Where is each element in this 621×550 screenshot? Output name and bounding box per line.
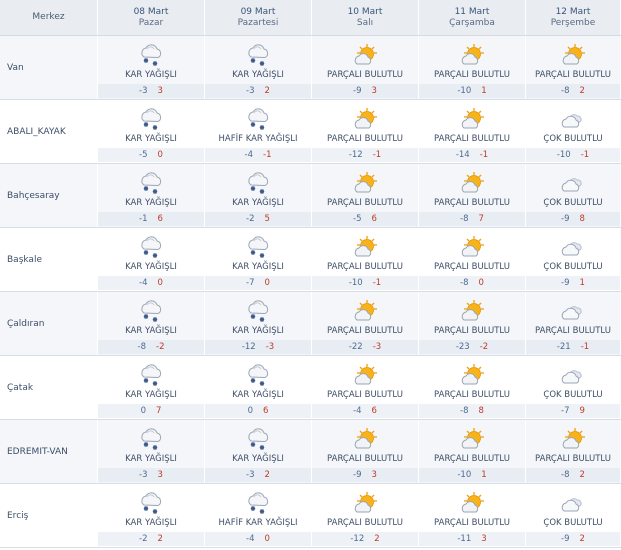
max-temp: 2 xyxy=(157,534,163,544)
max-temp: 9 xyxy=(579,406,585,416)
weather-description: HAFİF KAR YAĞIŞLI xyxy=(218,518,298,528)
table-row xyxy=(0,484,621,548)
max-temp: 7 xyxy=(156,406,162,416)
forecast-cell xyxy=(205,164,312,227)
weather-description: KAR YAĞIŞLI xyxy=(125,518,177,528)
partly-cloudy-icon xyxy=(351,170,379,196)
forecast-cell xyxy=(312,100,419,163)
forecast-cell xyxy=(526,36,621,99)
snow-cloud-icon xyxy=(137,234,165,260)
table-body xyxy=(0,36,621,548)
temperature-range xyxy=(205,340,311,354)
weather-description: PARÇALI BULUTLU xyxy=(327,198,403,208)
temperature-range xyxy=(205,468,311,482)
weather-description: KAR YAĞIŞLI xyxy=(125,262,177,272)
weather-description: ÇOK BULUTLU xyxy=(543,262,603,272)
min-temp: -12 xyxy=(241,342,256,352)
partly-cloudy-icon xyxy=(559,426,587,452)
temperature-range xyxy=(419,276,525,290)
min-temp: -4 xyxy=(244,150,253,160)
day-header xyxy=(98,0,205,35)
snow-cloud-icon xyxy=(137,106,165,132)
temperature-range xyxy=(205,276,311,290)
max-temp: 1 xyxy=(579,278,585,288)
temperature-range xyxy=(312,148,418,162)
max-temp: -2 xyxy=(156,342,165,352)
forecast-cell xyxy=(419,356,526,419)
weather-description: KAR YAĞIŞLI xyxy=(125,198,177,208)
forecast-cell xyxy=(205,292,312,355)
temperature-range xyxy=(526,340,620,354)
temperature-range xyxy=(312,468,418,482)
max-temp: 0 xyxy=(157,278,163,288)
city-name: Çaldıran xyxy=(7,318,45,329)
temperature-range xyxy=(312,404,418,418)
forecast-cell xyxy=(312,356,419,419)
forecast-cell xyxy=(205,420,312,483)
partly-cloudy-icon xyxy=(351,42,379,68)
max-temp: 8 xyxy=(579,214,585,224)
weather-description: PARÇALI BULUTLU xyxy=(535,326,611,336)
min-temp: -2 xyxy=(139,534,148,544)
snow-cloud-icon xyxy=(244,234,272,260)
forecast-cell xyxy=(526,356,621,419)
day-name: Salı xyxy=(356,17,374,28)
forecast-cell xyxy=(526,100,621,163)
weather-description: PARÇALI BULUTLU xyxy=(327,262,403,272)
snow-cloud-icon xyxy=(244,298,272,324)
city-name-cell xyxy=(0,356,98,419)
max-temp: 0 xyxy=(478,278,484,288)
min-temp: -12 xyxy=(348,150,363,160)
min-temp: -3 xyxy=(246,86,255,96)
day-date: 11 Mart xyxy=(454,6,490,17)
snow-cloud-icon xyxy=(244,426,272,452)
forecast-cell xyxy=(419,420,526,483)
forecast-cell xyxy=(419,164,526,227)
weather-description: ÇOK BULUTLU xyxy=(543,198,603,208)
min-temp: -9 xyxy=(353,470,362,480)
forecast-cell xyxy=(205,36,312,99)
table-row xyxy=(0,164,621,228)
table-row xyxy=(0,36,621,100)
max-temp: -1 xyxy=(479,150,489,160)
cloudy-icon xyxy=(559,362,587,388)
max-temp: 6 xyxy=(371,214,377,224)
max-temp: 2 xyxy=(579,86,585,96)
weather-description: PARÇALI BULUTLU xyxy=(327,454,403,464)
temperature-range xyxy=(419,532,525,546)
temperature-range xyxy=(98,468,204,482)
forecast-cell xyxy=(312,484,419,547)
day-name: Perşembe xyxy=(550,17,596,28)
min-temp: -9 xyxy=(353,86,362,96)
max-temp: 1 xyxy=(481,86,487,96)
city-name: Van xyxy=(7,62,24,73)
partly-cloudy-icon xyxy=(559,42,587,68)
merkez-label: Merkez xyxy=(32,12,65,22)
partly-cloudy-icon xyxy=(351,234,379,260)
max-temp: 3 xyxy=(157,86,163,96)
snow-cloud-icon xyxy=(244,42,272,68)
weather-description: PARÇALI BULUTLU xyxy=(434,454,510,464)
max-temp: 3 xyxy=(371,86,377,96)
forecast-cell xyxy=(312,164,419,227)
weather-description: ÇOK BULUTLU xyxy=(543,134,603,144)
max-temp: -3 xyxy=(372,342,382,352)
snow-cloud-icon xyxy=(137,426,165,452)
city-name: ABALI_KAYAK xyxy=(7,126,66,137)
min-temp: -21 xyxy=(556,342,571,352)
max-temp: -1 xyxy=(263,150,272,160)
forecast-cell xyxy=(526,164,621,227)
min-temp: -5 xyxy=(353,214,362,224)
min-temp: -2 xyxy=(246,214,255,224)
min-temp: -4 xyxy=(139,278,148,288)
max-temp: 6 xyxy=(157,214,163,224)
table-row xyxy=(0,356,621,420)
city-name: Başkale xyxy=(7,254,42,265)
temperature-range xyxy=(205,404,311,418)
temperature-range xyxy=(419,340,525,354)
temperature-range xyxy=(205,148,311,162)
snow-cloud-icon xyxy=(137,362,165,388)
forecast-cell xyxy=(419,292,526,355)
min-temp: -22 xyxy=(348,342,363,352)
weather-description: KAR YAĞIŞLI xyxy=(232,326,284,336)
snow-cloud-icon xyxy=(137,170,165,196)
forecast-cell xyxy=(98,420,205,483)
min-temp: -8 xyxy=(460,406,469,416)
temperature-range xyxy=(312,276,418,290)
snow-cloud-icon xyxy=(137,298,165,324)
city-name-cell xyxy=(0,36,98,99)
temperature-range xyxy=(419,148,525,162)
max-temp: 8 xyxy=(478,406,484,416)
temperature-range xyxy=(312,84,418,98)
min-temp: 0 xyxy=(247,406,253,416)
forecast-cell xyxy=(419,228,526,291)
day-header xyxy=(312,0,419,35)
max-temp: -2 xyxy=(479,342,489,352)
forecast-cell xyxy=(419,36,526,99)
partly-cloudy-icon xyxy=(458,42,486,68)
min-temp: -4 xyxy=(246,534,255,544)
weather-description: PARÇALI BULUTLU xyxy=(327,390,403,400)
temperature-range xyxy=(419,84,525,98)
forecast-cell xyxy=(312,420,419,483)
weather-description: KAR YAĞIŞLI xyxy=(125,134,177,144)
city-name-cell xyxy=(0,164,98,227)
max-temp: 2 xyxy=(374,534,380,544)
temperature-range xyxy=(312,212,418,226)
partly-cloudy-icon xyxy=(458,298,486,324)
weather-description: KAR YAĞIŞLI xyxy=(125,390,177,400)
max-temp: 2 xyxy=(579,534,585,544)
partly-cloudy-icon xyxy=(458,362,486,388)
temperature-range xyxy=(419,212,525,226)
table-row xyxy=(0,420,621,484)
forecast-cell xyxy=(98,484,205,547)
temperature-range xyxy=(98,276,204,290)
cloudy-icon xyxy=(559,234,587,260)
partly-cloudy-icon xyxy=(458,234,486,260)
day-name: Pazartesi xyxy=(237,17,279,28)
forecast-cell xyxy=(312,228,419,291)
min-temp: -3 xyxy=(246,470,255,480)
weather-description: PARÇALI BULUTLU xyxy=(327,518,403,528)
temperature-range xyxy=(419,404,525,418)
min-temp: -3 xyxy=(139,470,148,480)
min-temp: -23 xyxy=(455,342,470,352)
weather-description: PARÇALI BULUTLU xyxy=(434,390,510,400)
city-name-cell xyxy=(0,484,98,547)
partly-cloudy-icon xyxy=(351,362,379,388)
weather-description: PARÇALI BULUTLU xyxy=(535,454,611,464)
max-temp: 0 xyxy=(264,534,270,544)
forecast-cell xyxy=(98,292,205,355)
min-temp: -10 xyxy=(348,278,363,288)
forecast-cell xyxy=(526,420,621,483)
city-name: Erciş xyxy=(7,510,29,521)
weather-description: PARÇALI BULUTLU xyxy=(434,262,510,272)
max-temp: 2 xyxy=(264,470,270,480)
weather-description: KAR YAĞIŞLI xyxy=(232,70,284,80)
city-name: Bahçesaray xyxy=(7,190,60,201)
temperature-range xyxy=(98,404,204,418)
day-date: 08 Mart xyxy=(133,6,169,17)
forecast-cell xyxy=(205,228,312,291)
temperature-range xyxy=(526,212,620,226)
max-temp: -3 xyxy=(265,342,275,352)
forecast-cell xyxy=(526,484,621,547)
max-temp: 2 xyxy=(579,470,585,480)
temperature-range xyxy=(98,532,204,546)
cloudy-icon xyxy=(559,298,587,324)
partly-cloudy-icon xyxy=(351,426,379,452)
min-temp: -1 xyxy=(139,214,148,224)
partly-cloudy-icon xyxy=(458,106,486,132)
max-temp: 6 xyxy=(371,406,377,416)
forecast-cell xyxy=(526,292,621,355)
forecast-cell xyxy=(419,100,526,163)
min-temp: -10 xyxy=(457,470,472,480)
cloudy-icon xyxy=(559,106,587,132)
max-temp: 1 xyxy=(481,470,487,480)
forecast-cell xyxy=(98,36,205,99)
temperature-range xyxy=(98,148,204,162)
temperature-range xyxy=(312,340,418,354)
weather-description: KAR YAĞIŞLI xyxy=(125,326,177,336)
max-temp: 3 xyxy=(157,470,163,480)
snow-cloud-icon xyxy=(137,490,165,516)
min-temp: -8 xyxy=(460,278,469,288)
day-header xyxy=(419,0,526,35)
temperature-range xyxy=(205,212,311,226)
weather-description: PARÇALI BULUTLU xyxy=(535,70,611,80)
min-temp: -9 xyxy=(561,534,570,544)
weather-description: PARÇALI BULUTLU xyxy=(434,198,510,208)
min-temp: -7 xyxy=(246,278,255,288)
max-temp: 2 xyxy=(264,86,270,96)
min-temp: -12 xyxy=(350,534,365,544)
max-temp: -1 xyxy=(372,278,382,288)
partly-cloudy-icon xyxy=(351,298,379,324)
partly-cloudy-icon xyxy=(351,490,379,516)
weather-description: PARÇALI BULUTLU xyxy=(434,70,510,80)
forecast-cell xyxy=(526,228,621,291)
forecast-cell xyxy=(98,228,205,291)
temperature-range xyxy=(205,532,311,546)
day-header xyxy=(526,0,621,35)
min-temp: -10 xyxy=(457,86,472,96)
min-temp: -5 xyxy=(139,150,148,160)
weather-description: PARÇALI BULUTLU xyxy=(434,326,510,336)
cloudy-icon xyxy=(559,170,587,196)
max-temp: 5 xyxy=(264,214,270,224)
day-date: 09 Mart xyxy=(240,6,276,17)
day-name: Pazar xyxy=(138,17,164,28)
weather-description: PARÇALI BULUTLU xyxy=(434,518,510,528)
max-temp: -1 xyxy=(580,150,590,160)
snow-cloud-icon xyxy=(244,170,272,196)
day-date: 10 Mart xyxy=(347,6,383,17)
weather-description: KAR YAĞIŞLI xyxy=(125,70,177,80)
day-name: Çarşamba xyxy=(449,17,495,28)
min-temp: -8 xyxy=(561,86,570,96)
city-name: EDREMIT-VAN xyxy=(7,446,68,457)
weather-description: PARÇALI BULUTLU xyxy=(434,134,510,144)
temperature-range xyxy=(419,468,525,482)
city-name-cell xyxy=(0,420,98,483)
temperature-range xyxy=(526,468,620,482)
snow-cloud-icon xyxy=(137,42,165,68)
forecast-cell xyxy=(205,356,312,419)
max-temp: 3 xyxy=(371,470,377,480)
table-row xyxy=(0,228,621,292)
snow-cloud-icon xyxy=(244,362,272,388)
max-temp: -1 xyxy=(580,342,590,352)
cloudy-icon xyxy=(559,490,587,516)
temperature-range xyxy=(526,84,620,98)
weather-description: KAR YAĞIŞLI xyxy=(125,454,177,464)
min-temp: -9 xyxy=(561,214,570,224)
min-temp: -8 xyxy=(137,342,146,352)
weather-description: ÇOK BULUTLU xyxy=(543,518,603,528)
max-temp: 7 xyxy=(478,214,484,224)
partly-cloudy-icon xyxy=(458,170,486,196)
min-temp: -8 xyxy=(561,470,570,480)
weather-description: KAR YAĞIŞLI xyxy=(232,390,284,400)
min-temp: -14 xyxy=(455,150,470,160)
merkez-header xyxy=(0,0,98,35)
temperature-range xyxy=(98,84,204,98)
weather-description: ÇOK BULUTLU xyxy=(543,390,603,400)
snow-cloud-icon xyxy=(244,106,272,132)
city-name: Çatak xyxy=(7,382,34,393)
max-temp: 6 xyxy=(263,406,269,416)
forecast-cell xyxy=(205,100,312,163)
day-date: 12 Mart xyxy=(555,6,591,17)
min-temp: 0 xyxy=(140,406,146,416)
min-temp: -3 xyxy=(139,86,148,96)
forecast-cell xyxy=(98,164,205,227)
temperature-range xyxy=(98,340,204,354)
weather-description: PARÇALI BULUTLU xyxy=(327,134,403,144)
weather-description: PARÇALI BULUTLU xyxy=(327,70,403,80)
forecast-cell xyxy=(98,356,205,419)
forecast-cell xyxy=(312,292,419,355)
temperature-range xyxy=(526,276,620,290)
temperature-range xyxy=(312,532,418,546)
forecast-cell xyxy=(98,100,205,163)
min-temp: -8 xyxy=(460,214,469,224)
partly-cloudy-icon xyxy=(458,490,486,516)
max-temp: 0 xyxy=(264,278,270,288)
snow-cloud-icon xyxy=(244,490,272,516)
partly-cloudy-icon xyxy=(351,106,379,132)
forecast-cell xyxy=(205,484,312,547)
weather-description: KAR YAĞIŞLI xyxy=(232,262,284,272)
day-header xyxy=(205,0,312,35)
weather-description: HAFİF KAR YAĞIŞLI xyxy=(218,134,298,144)
max-temp: 0 xyxy=(157,150,163,160)
forecast-cell xyxy=(312,36,419,99)
table-row xyxy=(0,292,621,356)
forecast-cell xyxy=(419,484,526,547)
temperature-range xyxy=(526,148,620,162)
table-row xyxy=(0,100,621,164)
city-name-cell xyxy=(0,100,98,163)
min-temp: -4 xyxy=(353,406,362,416)
min-temp: -9 xyxy=(561,278,570,288)
city-name-cell xyxy=(0,228,98,291)
weather-description: KAR YAĞIŞLI xyxy=(232,454,284,464)
weather-description: PARÇALI BULUTLU xyxy=(327,326,403,336)
max-temp: 3 xyxy=(481,534,487,544)
temperature-range xyxy=(526,532,620,546)
city-name-cell xyxy=(0,292,98,355)
min-temp: -10 xyxy=(556,150,571,160)
min-temp: -7 xyxy=(561,406,570,416)
temperature-range xyxy=(526,404,620,418)
min-temp: -11 xyxy=(457,534,472,544)
table-header xyxy=(0,0,621,36)
partly-cloudy-icon xyxy=(458,426,486,452)
temperature-range xyxy=(98,212,204,226)
weather-description: KAR YAĞIŞLI xyxy=(232,198,284,208)
temperature-range xyxy=(205,84,311,98)
max-temp: -1 xyxy=(372,150,382,160)
